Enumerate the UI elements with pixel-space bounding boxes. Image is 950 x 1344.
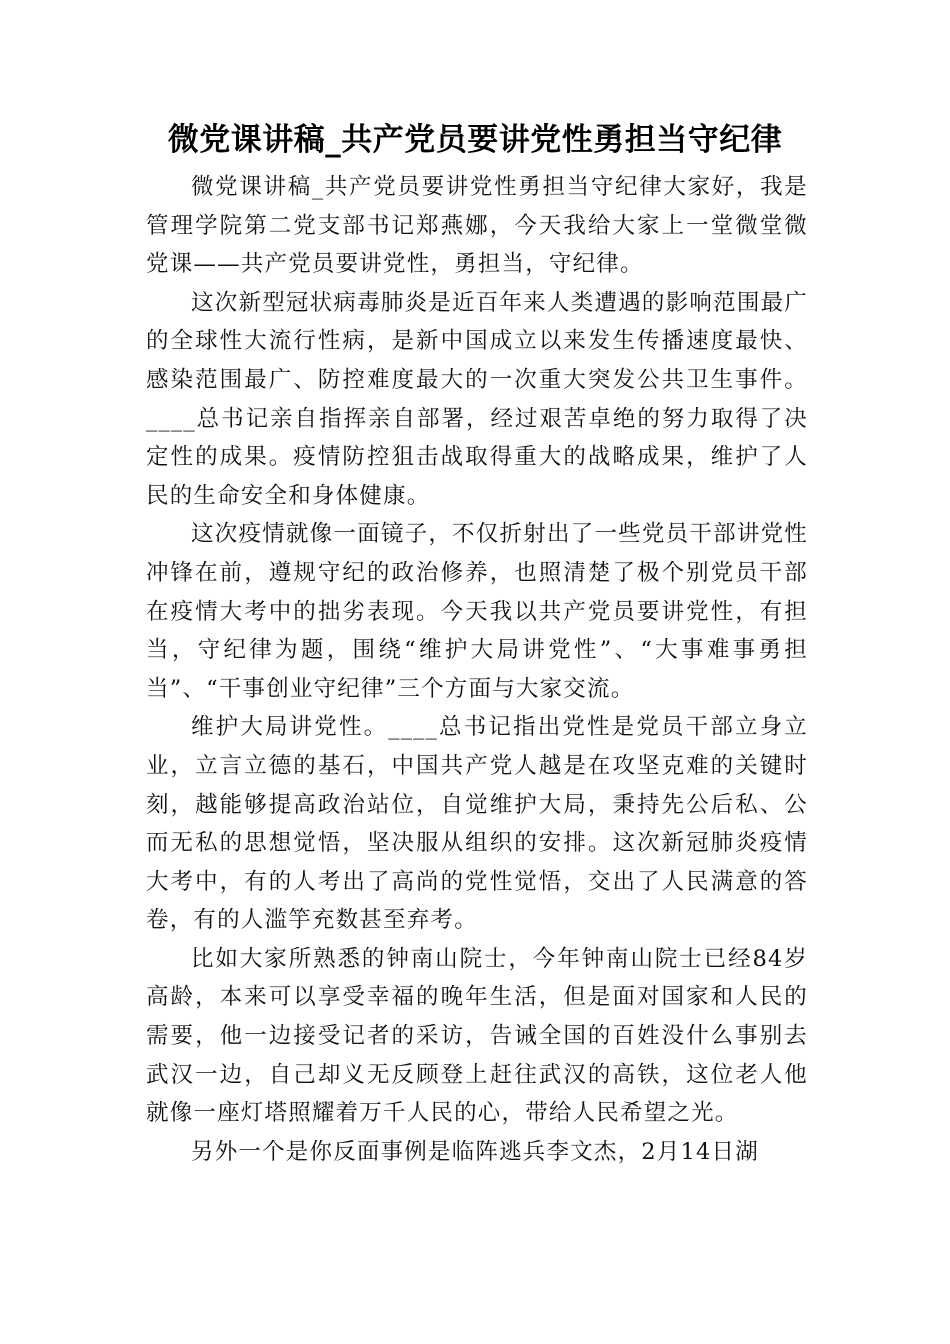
paragraph-greeting: 微党课讲稿_共产党员要讲党性勇担当守纪律大家好，我是管理学院第二党支部书记郑燕娜，今天我给大家上一堂微堂微党课——共产党员要讲党性，勇担当，守纪律。 (146, 174, 808, 278)
paragraph-mirror: 这次疫情就像一面镜子，不仅折射出了一些党员干部讲党性冲锋在前，遵规守纪的政治修养，也照清楚了极个别党员干部在疫情大考中的拙劣表现。今天我以共产党员要讲党性，有担当，守纪律为题，围绕“维护大局讲党性”、“大事难事勇担当”、“干事创业守纪律”三个方面与大家交流。 (146, 521, 808, 702)
paragraph-zhong-nanshan: 比如大家所熟悉的钟南山院士，今年钟南山院士已经84岁高龄，本来可以享受幸福的晚年生活，但是面对国家和人民的需要，他一边接受记者的采访，告诫全国的百姓没什么事别去武汉一边，自己却义无反顾登上赶往武汉的高铁，这位老人他就像一座灯塔照耀着万千人民的心，带给人民希望之光。 (146, 945, 808, 1127)
document-title: 微党课讲稿_共产党员要讲党性勇担当守纪律 (167, 122, 783, 158)
paragraph-pandemic: 这次新型冠状病毒肺炎是近百年来人类遭遇的影响范围最广的全球性大流行性病，是新中国成立以来发生传播速度最快、感染范围最广、防控难度最大的一次重大突发公共卫生事件。____总书记亲自指挥亲自部署，经过艰苦卓绝的努力取得了决定性的成果。疫情防控狙击战取得重大的战略成果，维护了人民的生命安全和身体健康。 (146, 289, 808, 509)
document-body (146, 168, 808, 1171)
paragraph-party-spirit: 维护大局讲党性。____总书记指出党性是党员干部立身立业，立言立德的基石，中国共产党人越是在攻坚克难的关键时刻，越能够提高政治站位，自觉维护大局，秉持先公后私、公而无私的思想觉悟，坚决服从组织的安排。这次新冠肺炎疫情大考中，有的人考出了高尚的党性觉悟，交出了人民满意的答卷，有的人滥竽充数甚至弃考。 (146, 714, 808, 934)
paragraph-counter-example: 另外一个是你反面事例是临阵逃兵李文杰，2月14日湖 (191, 1138, 759, 1165)
